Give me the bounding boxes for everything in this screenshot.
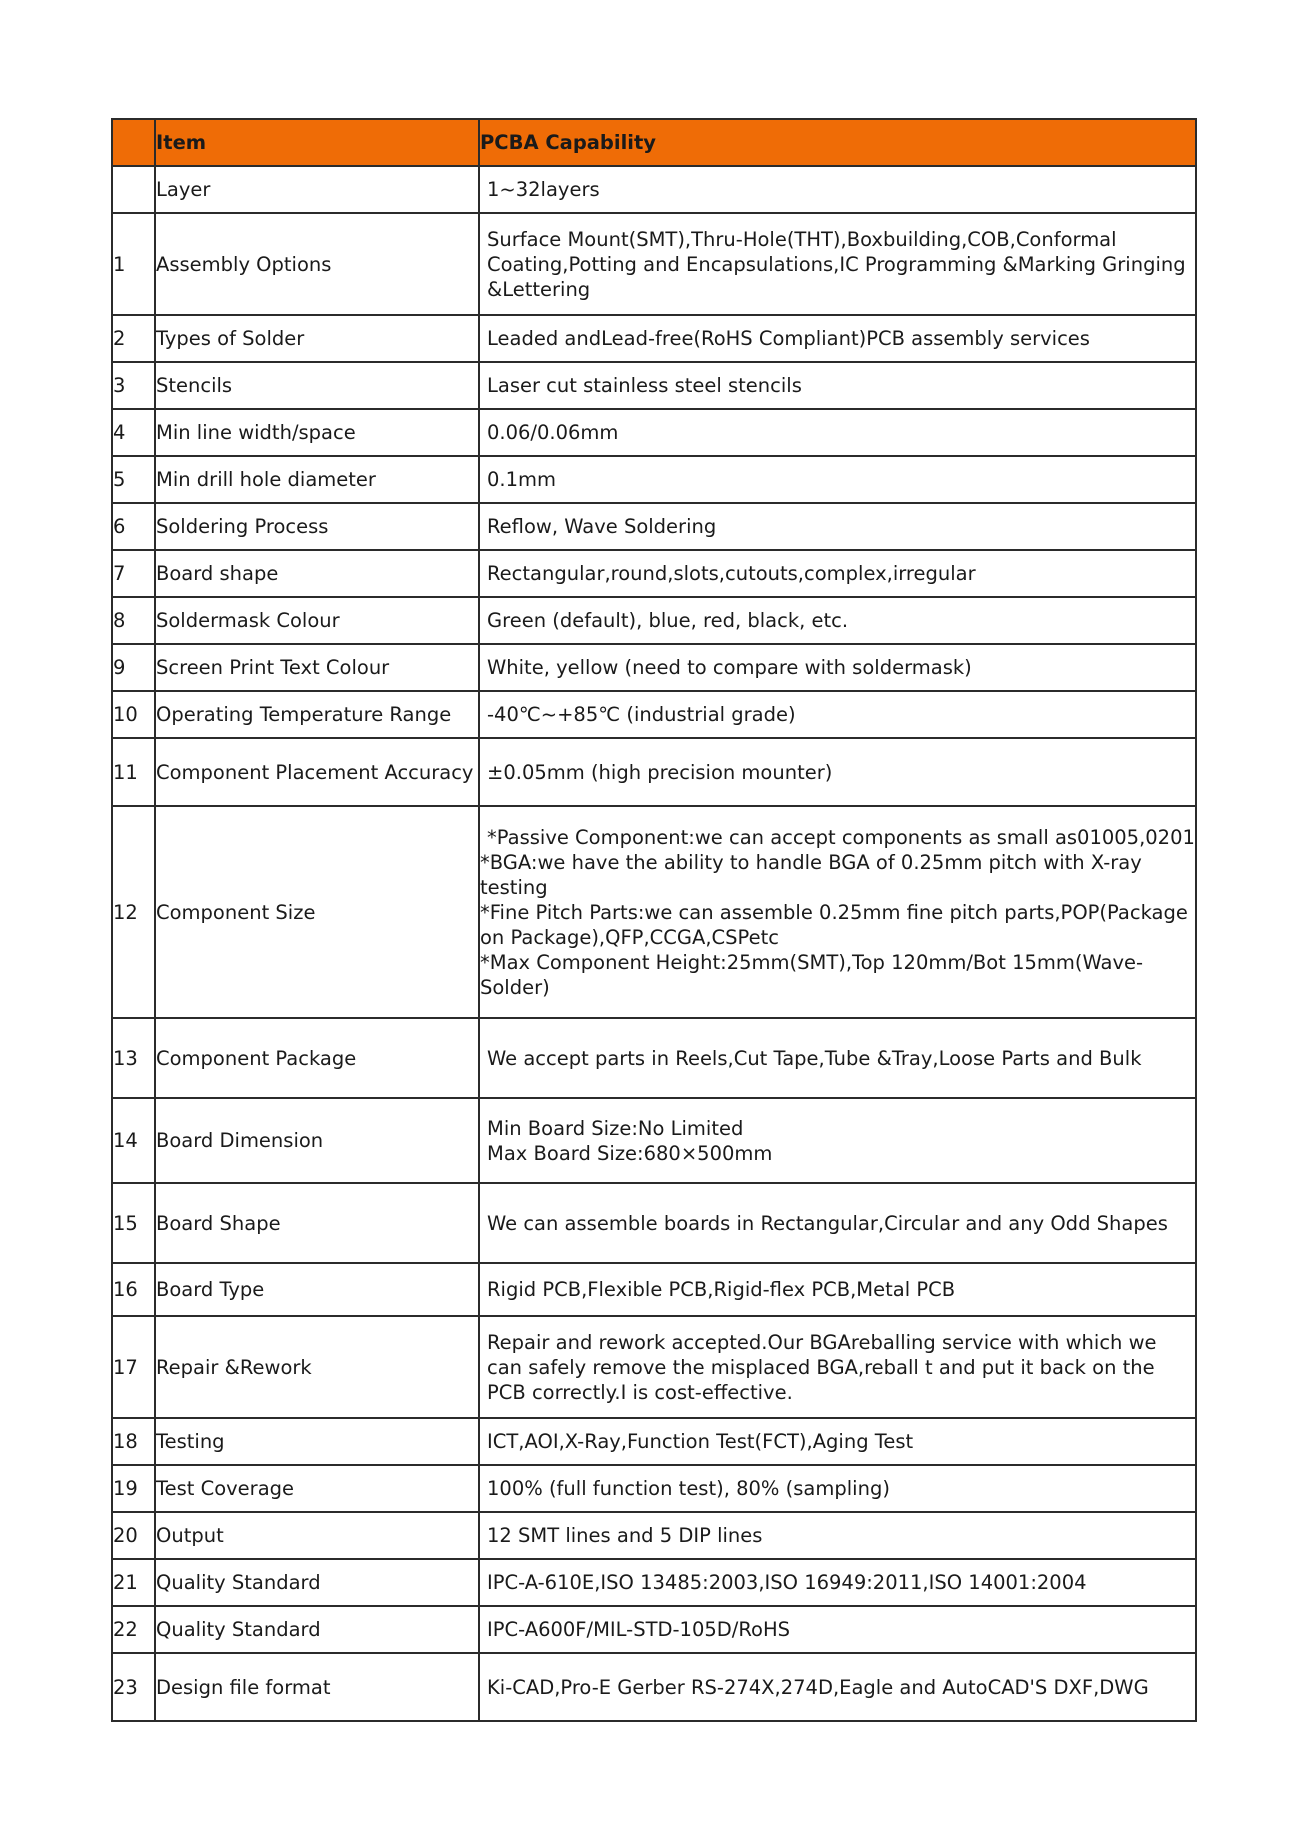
table-body: [112, 166, 1196, 1721]
table-row: [112, 1606, 1196, 1653]
table-row: [112, 738, 1196, 806]
table-row: [112, 1418, 1196, 1465]
table-row: [112, 691, 1196, 738]
row-capability: [479, 213, 1196, 315]
row-capability: [479, 456, 1196, 503]
table-row: [112, 550, 1196, 597]
row-capability: [479, 738, 1196, 806]
row-number: 2: [112, 315, 155, 362]
table-row: [112, 644, 1196, 691]
row-capability: [479, 409, 1196, 456]
table-row: [112, 166, 1196, 213]
row-item: Min line width/space: [155, 409, 479, 456]
table-row: [112, 456, 1196, 503]
row-capability: [479, 1018, 1196, 1098]
capability-line: Green (default), blue, red, black, etc.: [487, 609, 849, 632]
row-capability: [479, 503, 1196, 550]
header-capability: PCBA Capability: [479, 119, 1196, 166]
row-capability: [479, 1098, 1196, 1183]
row-capability: [479, 1512, 1196, 1559]
capability-line: White, yellow (need to compare with soldermask): [487, 656, 972, 679]
row-item: Types of Solder: [155, 315, 479, 362]
row-capability: [479, 1559, 1196, 1606]
row-number: 9: [112, 644, 155, 691]
table-row: [112, 503, 1196, 550]
table-row: [112, 1512, 1196, 1559]
capability-line: ICT,AOI,X-Ray,Function Test(FCT),Aging Test: [487, 1430, 914, 1453]
row-number: 23: [112, 1653, 155, 1721]
capability-line: We can assemble boards in Rectangular,Circular and any Odd Shapes: [487, 1211, 1168, 1235]
row-capability: [479, 1653, 1196, 1721]
row-number: 7: [112, 550, 155, 597]
table-header-row: [112, 119, 1196, 166]
row-capability: [479, 166, 1196, 213]
capability-line: 100% (full function test), 80% (sampling): [487, 1477, 890, 1500]
row-item: Board Shape: [155, 1183, 479, 1263]
row-capability: [479, 1606, 1196, 1653]
row-item: Operating Temperature Range: [155, 691, 479, 738]
capability-line: 0.1mm: [487, 468, 557, 491]
row-number: 11: [112, 738, 155, 806]
row-item: Output: [155, 1512, 479, 1559]
row-item: Soldermask Colour: [155, 597, 479, 644]
row-item: Board shape: [155, 550, 479, 597]
table-row: [112, 1559, 1196, 1606]
row-capability: [479, 1263, 1196, 1316]
row-capability: [479, 362, 1196, 409]
row-capability: [479, 597, 1196, 644]
capability-line: Ki-CAD,Pro-E Gerber RS-274X,274D,Eagle and AutoCAD'S DXF,DWG: [487, 1675, 1149, 1699]
row-capability: [479, 644, 1196, 691]
row-capability: [479, 315, 1196, 362]
row-number: 5: [112, 456, 155, 503]
table-row: [112, 1183, 1196, 1263]
capability-line: *BGA:we have the ability to handle BGA of 0.25mm pitch with X-ray testing: [480, 850, 1142, 899]
table-row: [112, 409, 1196, 456]
row-number: 3: [112, 362, 155, 409]
row-number: 16: [112, 1263, 155, 1316]
row-item: Layer: [155, 166, 479, 213]
capability-line: Leaded andLead-free(RoHS Compliant)PCB assembly services: [487, 327, 1090, 350]
row-item: Component Size: [155, 806, 479, 1018]
row-item: Repair &Rework: [155, 1316, 479, 1418]
table-row: [112, 213, 1196, 315]
capability-line: 0.06/0.06mm: [487, 421, 619, 444]
row-item: Soldering Process: [155, 503, 479, 550]
table-row: [112, 806, 1196, 1018]
capability-line: Laser cut stainless steel stencils: [487, 374, 802, 397]
header-item: Item: [155, 119, 479, 166]
row-capability: [479, 1465, 1196, 1512]
header-num: [112, 119, 155, 166]
row-item: Component Placement Accuracy: [155, 738, 479, 806]
capability-line: *Fine Pitch Parts:we can assemble 0.25mm fine pitch parts,POP(Package on Package),QFP,CCGA,CSPetc: [480, 900, 1188, 949]
row-number: 12: [112, 806, 155, 1018]
capability-line: Min Board Size:No Limited: [487, 1116, 744, 1140]
row-item: Min drill hole diameter: [155, 456, 479, 503]
row-item: Board Dimension: [155, 1098, 479, 1183]
row-number: 8: [112, 597, 155, 644]
row-number: 15: [112, 1183, 155, 1263]
row-number: 20: [112, 1512, 155, 1559]
row-item: Testing: [155, 1418, 479, 1465]
pcba-capability-table: [111, 118, 1197, 1722]
row-number: 21: [112, 1559, 155, 1606]
row-number: 19: [112, 1465, 155, 1512]
table-row: [112, 1263, 1196, 1316]
row-item: Component Package: [155, 1018, 479, 1098]
row-item: Stencils: [155, 362, 479, 409]
row-item: Board Type: [155, 1263, 479, 1316]
capability-line: Repair and rework accepted.Our BGAreballing service with which we can safely remove the misplaced BGA,reball t and put it back on the PCB correctly.I is cost-effective.: [487, 1330, 1157, 1404]
table-row: [112, 362, 1196, 409]
row-capability: [479, 550, 1196, 597]
row-number: 18: [112, 1418, 155, 1465]
table-row: [112, 1316, 1196, 1418]
table-row: [112, 315, 1196, 362]
row-number: 6: [112, 503, 155, 550]
row-item: Screen Print Text Colour: [155, 644, 479, 691]
capability-line: IPC-A-610E,ISO 13485:2003,ISO 16949:2011,ISO 14001:2004: [487, 1571, 1087, 1594]
capability-line: Max Board Size:680×500mm: [487, 1141, 773, 1165]
row-item: Design file format: [155, 1653, 479, 1721]
row-number: 1: [112, 213, 155, 315]
row-item: Quality Standard: [155, 1559, 479, 1606]
row-number: 10: [112, 691, 155, 738]
row-capability: [479, 1183, 1196, 1263]
row-number: 14: [112, 1098, 155, 1183]
capability-line: 1~32layers: [487, 178, 600, 201]
capability-line: Surface Mount(SMT),Thru-Hole(THT),Boxbuilding,COB,Conformal Coating,Potting and Encapsulations,IC Programming &Marking Gringing &Lettering: [487, 227, 1186, 301]
table-row: [112, 1098, 1196, 1183]
capability-line: IPC-A600F/MIL-STD-105D/RoHS: [487, 1618, 791, 1641]
table-row: [112, 1465, 1196, 1512]
capability-line: Reflow, Wave Soldering: [487, 515, 717, 538]
row-item: Test Coverage: [155, 1465, 479, 1512]
row-item: Assembly Options: [155, 213, 479, 315]
capability-line: *Passive Component:we can accept components as small as01005,0201: [487, 825, 1195, 849]
row-capability: [479, 1418, 1196, 1465]
capability-line: *Max Component Height:25mm(SMT),Top 120mm/Bot 15mm(Wave-Solder): [480, 950, 1144, 999]
capability-line: 12 SMT lines and 5 DIP lines: [487, 1524, 763, 1547]
capability-line: Rigid PCB,Flexible PCB,Rigid-flex PCB,Metal PCB: [487, 1278, 956, 1301]
capability-line: -40℃~+85℃ (industrial grade): [487, 703, 796, 726]
row-number: [112, 166, 155, 213]
table-row: [112, 1653, 1196, 1721]
capability-line: Rectangular,round,slots,cutouts,complex,irregular: [487, 562, 976, 585]
row-capability: [479, 691, 1196, 738]
row-number: 4: [112, 409, 155, 456]
row-number: 13: [112, 1018, 155, 1098]
row-item: Quality Standard: [155, 1606, 479, 1653]
capability-line: We accept parts in Reels,Cut Tape,Tube &Tray,Loose Parts and Bulk: [487, 1046, 1142, 1070]
row-number: 17: [112, 1316, 155, 1418]
row-number: 22: [112, 1606, 155, 1653]
row-capability: [479, 806, 1196, 1018]
table-row: [112, 597, 1196, 644]
capability-line: ±0.05mm (high precision mounter): [487, 760, 833, 784]
row-capability: [479, 1316, 1196, 1418]
table-row: [112, 1018, 1196, 1098]
